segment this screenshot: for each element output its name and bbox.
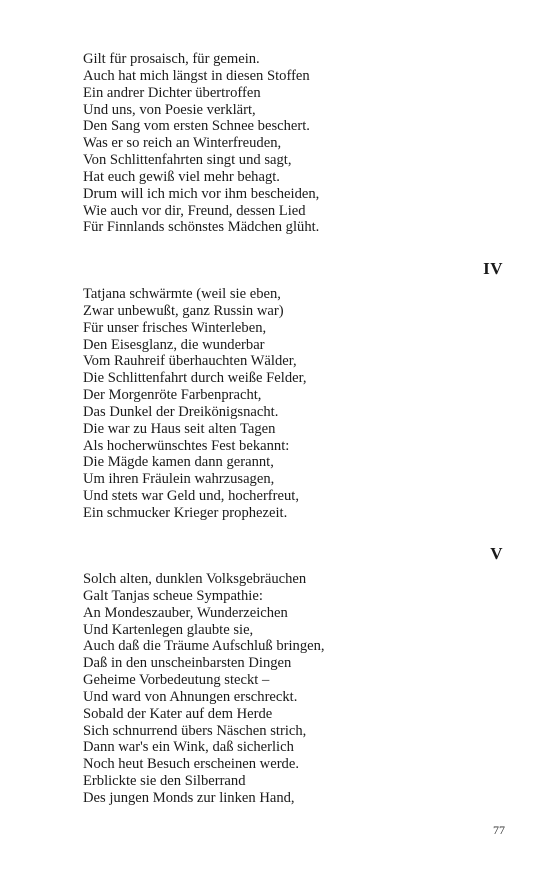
stanza-heading-v: V bbox=[490, 544, 503, 563]
verse-line: Erblickte sie den Silberrand bbox=[83, 773, 246, 790]
verse-line: Den Eisesglanz, die wunderbar bbox=[83, 336, 265, 353]
verse-line: Drum will ich mich vor ihm bescheiden, bbox=[83, 185, 320, 202]
verse-line: Als hocherwünschtes Fest bekannt: bbox=[83, 437, 290, 454]
stanza-iv bbox=[83, 286, 423, 522]
verse-line: Sobald der Kater auf dem Herde bbox=[83, 705, 273, 722]
verse-line: Die war zu Haus seit alten Tagen bbox=[83, 420, 276, 437]
verse-line: Für unser frisches Winterleben, bbox=[83, 319, 267, 336]
verse-line: Sich schnurrend übers Näschen strich, bbox=[83, 722, 307, 739]
stanza-heading-iv: IV bbox=[483, 259, 503, 278]
verse-line: Daß in den unscheinbarsten Dingen bbox=[83, 655, 292, 672]
verse-line: Ein schmucker Krieger prophezeit. bbox=[83, 504, 288, 521]
verse-line: Tatjana schwärmte (weil sie eben, bbox=[83, 286, 281, 302]
verse-line: Auch daß die Träume Aufschluß bringen, bbox=[83, 638, 325, 655]
verse-line: Gilt für prosaisch, für gemein. bbox=[83, 51, 260, 67]
verse-line: Geheime Vorbedeutung steckt – bbox=[83, 672, 270, 689]
verse-line: Und uns, von Poesie verklärt, bbox=[83, 101, 256, 118]
verse-line: Zwar unbewußt, ganz Russin war) bbox=[83, 302, 284, 319]
verse-line: Und Kartenlegen glaubte sie, bbox=[83, 621, 254, 638]
verse-line: Von Schlittenfahrten singt und sagt, bbox=[83, 152, 292, 169]
verse-line: Und stets war Geld und, hocherfreut, bbox=[83, 488, 300, 505]
verse-line: Ein andrer Dichter übertroffen bbox=[83, 84, 261, 101]
verse-line: Vom Rauhreif überhauchten Wälder, bbox=[83, 353, 297, 370]
verse-line: Hat euch gewiß viel mehr behagt. bbox=[83, 168, 280, 185]
verse-line: Dann war's ein Wink, daß sicherlich bbox=[83, 739, 294, 756]
verse-line: Die Mägde kamen dann gerannt, bbox=[83, 454, 274, 471]
verse-line: Die Schlittenfahrt durch weiße Felder, bbox=[83, 370, 307, 387]
verse-line: Das Dunkel der Dreikönigsnacht. bbox=[83, 403, 279, 420]
verse-line: Galt Tanjas scheue Sympathie: bbox=[83, 587, 263, 604]
verse-line: Was er so reich an Winterfreuden, bbox=[83, 135, 282, 152]
stanza-continuation bbox=[83, 51, 423, 236]
verse-line: Noch heut Besuch erscheinen werde. bbox=[83, 756, 299, 773]
verse-line: Auch hat mich längst in diesen Stoffen bbox=[83, 67, 310, 84]
verse-line: Des jungen Monds zur linken Hand, bbox=[83, 789, 295, 806]
verse-line: Den Sang vom ersten Schnee beschert. bbox=[83, 118, 310, 135]
stanza-v bbox=[83, 571, 423, 807]
page-number: 77 bbox=[493, 823, 505, 837]
verse-line: Wie auch vor dir, Freund, dessen Lied bbox=[83, 202, 306, 219]
verse-line: Und ward von Ahnungen erschreckt. bbox=[83, 688, 298, 705]
verse-line: Um ihren Fräulein wahrzusagen, bbox=[83, 471, 275, 488]
verse-line: Der Morgenröte Farbenpracht, bbox=[83, 387, 262, 404]
verse-line: Für Finnlands schönstes Mädchen glüht. bbox=[83, 219, 320, 236]
verse-line: Solch alten, dunklen Volksgebräuchen bbox=[83, 571, 307, 587]
verse-line: An Mondeszauber, Wunderzeichen bbox=[83, 604, 288, 621]
